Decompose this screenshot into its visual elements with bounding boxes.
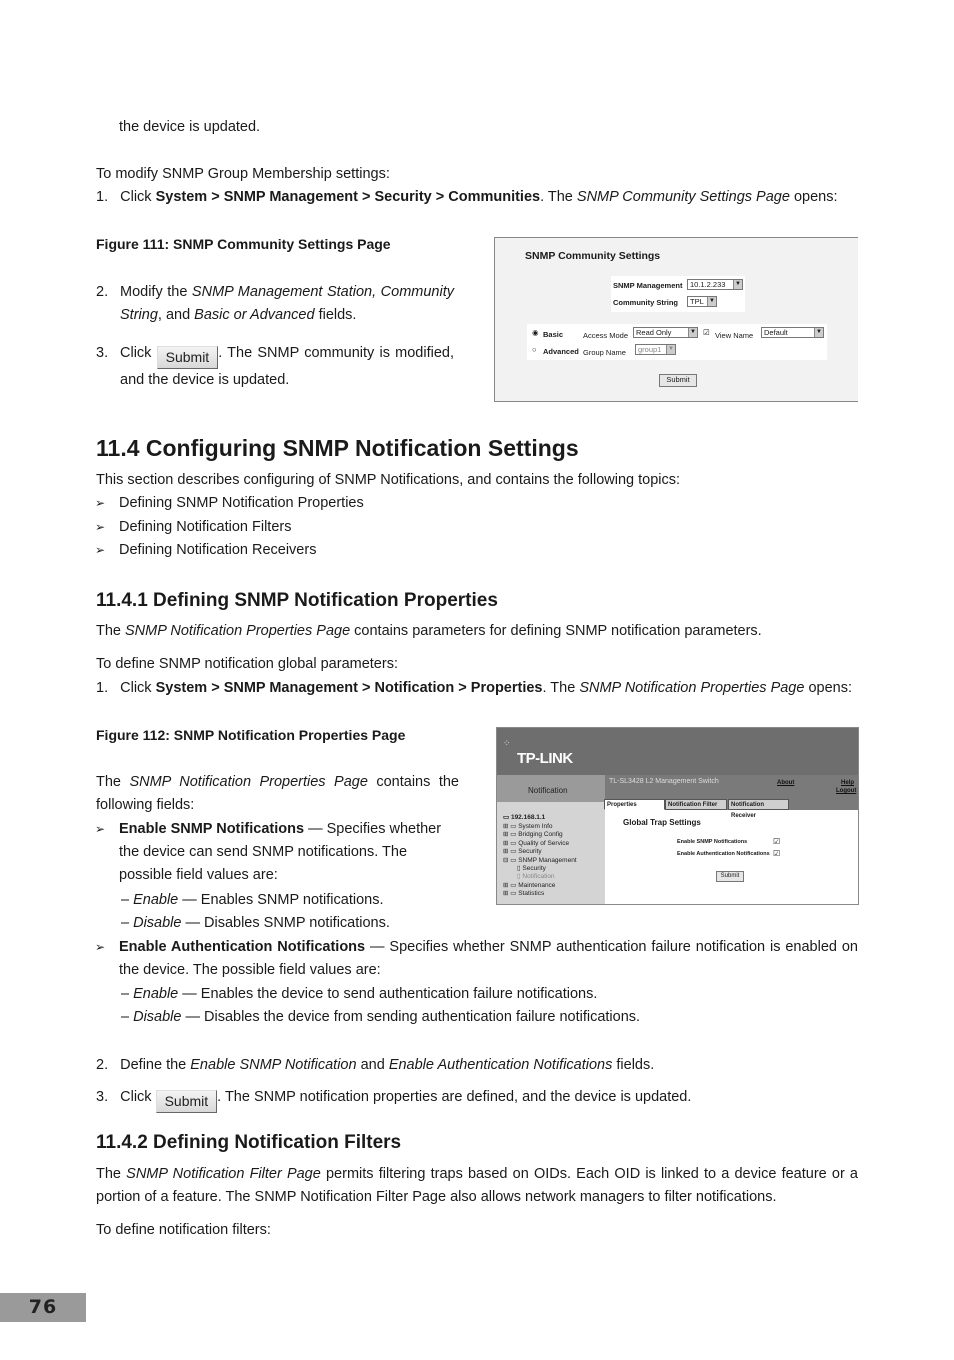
disable-option bbox=[121, 912, 390, 935]
field-names: Enable Authentication Notifications bbox=[388, 1057, 613, 1073]
top-bar bbox=[605, 775, 859, 819]
tree-label: SNMP Management bbox=[518, 857, 577, 864]
step-number: 1. bbox=[96, 189, 109, 205]
tree-item-qos[interactable]: ⊞ ▭ Quality of Service bbox=[503, 840, 570, 847]
dash: – bbox=[121, 892, 134, 908]
notification-step3 bbox=[96, 1086, 691, 1113]
enable-authentication-notifications-item bbox=[119, 936, 858, 982]
enable-snmp-notifications-item bbox=[119, 818, 459, 887]
step-text: opens: bbox=[804, 680, 853, 696]
basic-radio[interactable]: ◉ bbox=[532, 328, 539, 337]
header-banner bbox=[497, 728, 859, 775]
topic-item: ➢ Defining Notification Filters bbox=[119, 516, 291, 539]
step-text: Click bbox=[120, 680, 156, 696]
tree-item-system-info[interactable]: ⊞ ▭ System Info bbox=[503, 823, 553, 830]
snmp-management-select[interactable] bbox=[687, 279, 743, 290]
option-description: — Disables SNMP notifications. bbox=[181, 915, 390, 931]
menu-path: System > SNMP Management > Notification > Properties bbox=[155, 680, 543, 696]
group-membership-step3 bbox=[120, 342, 454, 392]
tree-label: Notification bbox=[522, 873, 555, 880]
dash: – bbox=[121, 915, 134, 931]
help-link[interactable]: Help bbox=[841, 780, 855, 786]
chevron-down-icon: ▼ bbox=[733, 280, 742, 289]
menu-path: System > SNMP Management > Security > Communities bbox=[155, 189, 541, 205]
screenshot-title: SNMP Community Settings bbox=[525, 250, 661, 262]
field-value: Read Only bbox=[636, 328, 672, 337]
chevron-down-icon: ▼ bbox=[707, 297, 716, 306]
option-name: Enable bbox=[133, 892, 179, 908]
step-text: . The bbox=[540, 189, 577, 205]
step-text: and bbox=[356, 1057, 389, 1073]
section-11-4-intro: This section describes configuring of SNMP Notifications, and contains the following topics: bbox=[96, 472, 681, 488]
tree-item-security[interactable]: ⊞ ▭ Security bbox=[503, 848, 542, 855]
step-text: , and bbox=[157, 307, 195, 323]
tree-label: Statistics bbox=[518, 890, 545, 897]
step-number: 3. bbox=[96, 1089, 109, 1105]
field-description: — Specifies whether the device can send SNMP notifications. The possible field values are: bbox=[119, 821, 442, 883]
tab-notification-filter[interactable]: Notification Filter bbox=[665, 799, 727, 810]
step-text: . The SNMP notification properties are defined, and the device is updated. bbox=[217, 1089, 692, 1105]
body-text: The bbox=[96, 623, 126, 639]
body-text: contains parameters for defining SNMP notification parameters. bbox=[350, 623, 762, 639]
figure-112-caption: Figure 112: SNMP Notification Properties Page bbox=[96, 727, 406, 743]
tree-item-snmp-security[interactable]: ▯ Security bbox=[517, 865, 546, 872]
body-text: contains the following fields: bbox=[96, 774, 459, 813]
step-text: fields. bbox=[314, 307, 357, 323]
field-names: SNMP Management Station, Community String bbox=[120, 284, 454, 323]
access-mode-select[interactable] bbox=[633, 327, 698, 338]
enable-option bbox=[121, 889, 384, 912]
snmp-management-label: SNMP Management bbox=[613, 281, 683, 290]
enable-option bbox=[121, 983, 597, 1006]
panel-title: Global Trap Settings bbox=[623, 818, 701, 827]
notification-step1 bbox=[96, 677, 852, 700]
group-name-select[interactable] bbox=[635, 344, 676, 355]
option-name: Disable bbox=[133, 915, 182, 931]
access-mode-label: Access Mode bbox=[583, 331, 629, 340]
step-text: . The bbox=[542, 680, 580, 696]
field-value: Default bbox=[764, 328, 788, 337]
enable-auth-label: Enable Authentication Notifications bbox=[677, 851, 770, 857]
chevron-down-icon: ▼ bbox=[688, 328, 697, 337]
group-membership-step1 bbox=[96, 186, 838, 209]
submit-button[interactable]: Submit bbox=[716, 871, 744, 882]
tree-item-statistics[interactable]: ⊞ ▭ Statistics bbox=[503, 890, 545, 897]
field-value: group1 bbox=[638, 345, 662, 354]
step-number: 3. bbox=[96, 345, 109, 361]
step-number: 2. bbox=[96, 1057, 109, 1073]
snmp-community-settings-screenshot bbox=[494, 237, 858, 402]
sidebar bbox=[497, 775, 605, 905]
view-name-checkbox[interactable]: ☑ bbox=[703, 328, 710, 337]
step-text: Click bbox=[120, 189, 156, 205]
section-11-4-heading: 11.4 Configuring SNMP Notification Settings bbox=[96, 435, 579, 461]
tree-item-notification[interactable]: ▯ Notification bbox=[517, 873, 555, 880]
topic-item: ➢ Defining SNMP Notification Properties bbox=[119, 492, 364, 515]
page-name: SNMP Notification Properties Page bbox=[579, 680, 805, 696]
field-value: 10.1.2.233 bbox=[690, 280, 726, 289]
basic-label: Basic bbox=[543, 330, 564, 339]
field-title: Enable Authentication Notifications bbox=[119, 939, 366, 955]
field-title: Enable SNMP Notifications bbox=[119, 821, 305, 837]
snmp-notification-properties-screenshot bbox=[496, 727, 859, 905]
submit-button-image: Submit bbox=[156, 1090, 218, 1113]
logout-link[interactable]: Logout bbox=[836, 788, 857, 794]
field-description: — Specifies whether SNMP authentication failure notification is enabled on the device. The possible field values are: bbox=[119, 939, 858, 978]
field-names: Basic or Advanced bbox=[194, 307, 315, 323]
figure-111-caption: Figure 111: SNMP Community Settings Page bbox=[96, 236, 391, 252]
chevron-down-icon: ▼ bbox=[666, 345, 675, 354]
community-string-label: Community String bbox=[613, 298, 678, 307]
page-name: SNMP Notification Filter Page bbox=[126, 1166, 321, 1182]
tree-label: Maintenance bbox=[518, 882, 556, 889]
advanced-label: Advanced bbox=[543, 347, 579, 356]
tp-link-logo: TP-LINK bbox=[517, 750, 573, 767]
section-11-4-1-intro bbox=[96, 620, 762, 643]
step-text: Click bbox=[120, 345, 157, 361]
field-names: Enable SNMP Notification bbox=[190, 1057, 357, 1073]
tree-label: Quality of Service bbox=[518, 840, 570, 847]
notification-step2 bbox=[96, 1054, 654, 1077]
group-membership-step2 bbox=[120, 281, 454, 327]
dash: – bbox=[121, 986, 134, 1002]
enable-snmp-label: Enable SNMP Notifications bbox=[677, 839, 748, 845]
advanced-radio[interactable]: ○ bbox=[532, 345, 537, 354]
dash: – bbox=[121, 1009, 134, 1025]
view-name-label: View Name bbox=[715, 331, 754, 340]
page-name: SNMP Notification Properties Page bbox=[129, 774, 368, 790]
tree-label: Bridging Config bbox=[518, 831, 563, 838]
tree-item-root[interactable]: ▭ 192.168.1.1 bbox=[503, 814, 546, 821]
step-number: 2. bbox=[96, 284, 109, 300]
page-number: 76 bbox=[0, 1293, 86, 1322]
field-value: TPL bbox=[690, 297, 704, 306]
tree-item-snmp-management[interactable]: ⊟ ▭ SNMP Management bbox=[503, 857, 577, 864]
continued-text: the device is updated. bbox=[119, 119, 261, 135]
step-text: . The SNMP community is modified, and the device is updated. bbox=[120, 345, 454, 388]
page-name: SNMP Community Settings Page bbox=[576, 189, 790, 205]
tab-properties[interactable]: Properties bbox=[604, 799, 665, 810]
option-description: — Enables SNMP notifications. bbox=[178, 892, 384, 908]
section-11-4-2-lead: To define notification filters: bbox=[96, 1222, 271, 1238]
step-text: Click bbox=[120, 1089, 156, 1105]
enable-snmp-checkbox[interactable]: ☑ bbox=[773, 837, 781, 846]
section-11-4-2-intro bbox=[96, 1163, 858, 1209]
section-11-4-2-heading: 11.4.2 Defining Notification Filters bbox=[96, 1132, 402, 1153]
topic-item: ➢ Defining Notification Receivers bbox=[119, 539, 316, 562]
disable-option bbox=[121, 1006, 640, 1029]
step-text: opens: bbox=[789, 189, 838, 205]
tree-label: Security bbox=[518, 848, 542, 855]
body-text: permits filtering traps based on OIDs. Each OID is linked to a device feature or a portion of a feature. The SNMP Notification Filter Page also allows network managers to filter notifications. bbox=[96, 1166, 858, 1205]
sidebar-title: Notification bbox=[528, 786, 568, 795]
community-string-select[interactable] bbox=[687, 296, 717, 307]
step-text: Define the bbox=[120, 1057, 191, 1073]
about-link[interactable]: About bbox=[777, 780, 795, 786]
tab-notification-receiver[interactable]: Notification Receiver bbox=[728, 799, 789, 810]
section-11-4-1-heading: 11.4.1 Defining SNMP Notification Properties bbox=[96, 590, 498, 611]
option-description: — Disables the device from sending authentication failure notifications. bbox=[181, 1009, 641, 1025]
device-name: TL-SL3428 L2 Management Switch bbox=[609, 778, 719, 785]
body-text: The bbox=[96, 1166, 127, 1182]
fields-intro bbox=[96, 771, 459, 817]
option-name: Disable bbox=[133, 1009, 182, 1025]
logo-dots-icon: ⁘ bbox=[503, 738, 511, 748]
submit-button-image: Submit bbox=[157, 346, 219, 369]
option-name: Enable bbox=[133, 986, 179, 1002]
tree-item-maintenance[interactable]: ⊞ ▭ Maintenance bbox=[503, 882, 556, 889]
chevron-down-icon: ▼ bbox=[814, 328, 823, 337]
body-text: The bbox=[96, 774, 130, 790]
step-text: fields. bbox=[612, 1057, 655, 1073]
tree-label: System Info bbox=[518, 823, 553, 830]
section-11-4-1-lead: To define SNMP notification global parameters: bbox=[96, 656, 398, 672]
option-description: — Enables the device to send authentication failure notifications. bbox=[178, 986, 598, 1002]
page-name: SNMP Notification Properties Page bbox=[125, 623, 351, 639]
submit-button[interactable]: Submit bbox=[659, 374, 697, 387]
tree-label: 192.168.1.1 bbox=[510, 814, 546, 821]
enable-auth-checkbox[interactable]: ☑ bbox=[773, 849, 781, 858]
step-number: 1. bbox=[96, 680, 109, 696]
group-name-label: Group Name bbox=[583, 348, 626, 357]
group-membership-lead: To modify SNMP Group Membership settings: bbox=[96, 166, 390, 182]
view-name-select[interactable] bbox=[761, 327, 824, 338]
step-text: Modify the bbox=[120, 284, 192, 300]
tree-label: Security bbox=[522, 865, 546, 872]
tree-item-bridging-config[interactable]: ⊞ ▭ Bridging Config bbox=[503, 831, 563, 838]
